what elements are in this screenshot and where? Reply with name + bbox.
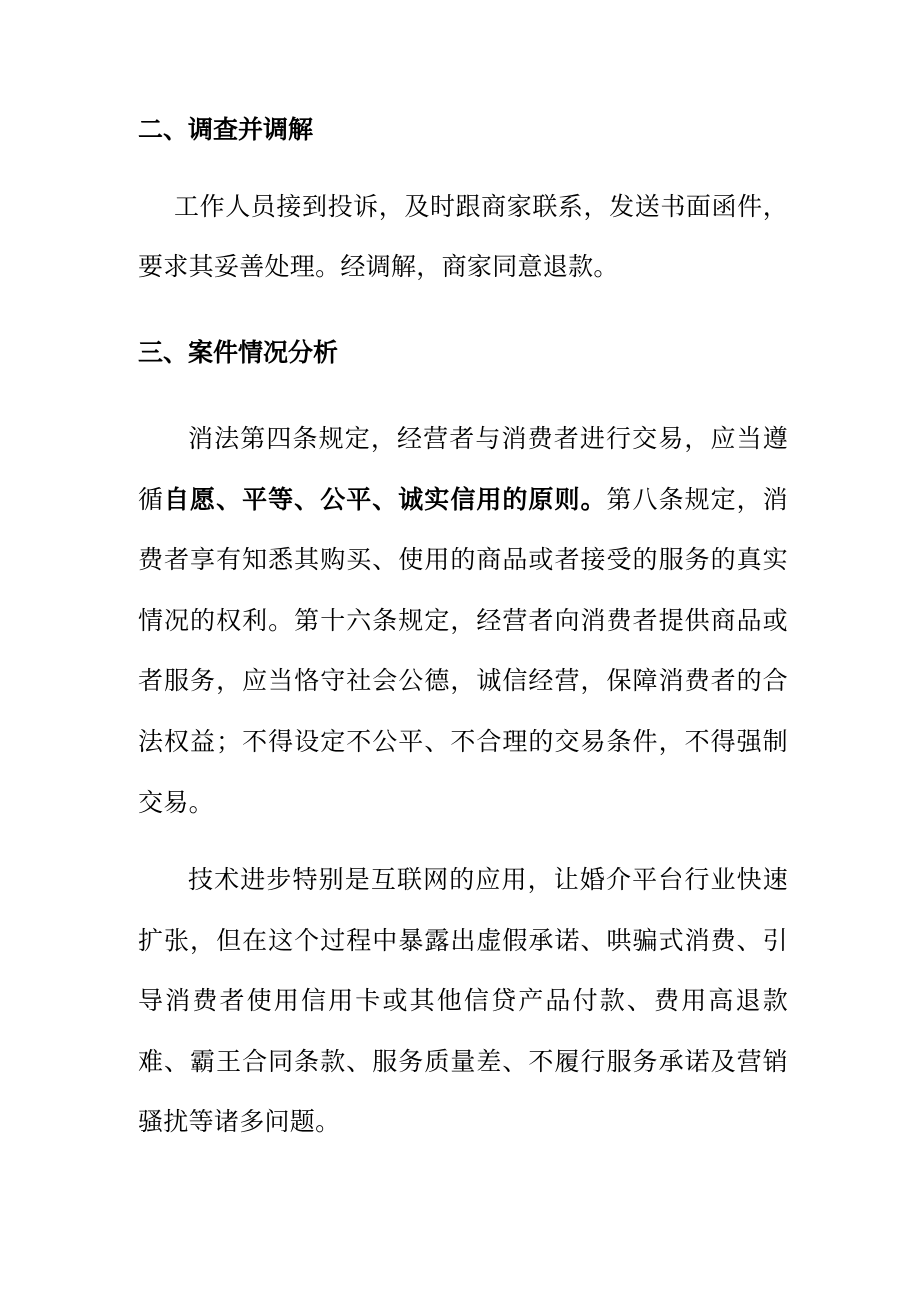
legal-principles-bold-text: 自愿、平等、公平、诚实信用的原则。	[164, 484, 607, 514]
legal-provisions-text-part2: 第八条规定，消费者享有知悉其购买、使用的商品或者接受的服务的真实情况的权利。第十六条规定，经营者向消费者提供商品或者服务，应当恪守社会公德，诚信经营，保障消费者的合法权益；不得设定不公平、不合理的交易条件，不得强制交易。	[138, 484, 788, 817]
legal-provisions-text-part1: 消法第四条规定，经营者与消费者进行交易，应当遵循	[138, 424, 788, 514]
industry-problems-paragraph: 技术进步特别是互联网的应用，让婚介平台行业快速扩张，但在这个过程中暴露出虚假承诺、哄骗式消费、引导消费者使用信用卡或其他信贷产品付款、费用高退款难、霸王合同条款、服务质量差、不履行服务承诺及营销骚扰等诸多问题。	[138, 865, 788, 1137]
legal-provisions-paragraph	[138, 409, 788, 833]
section-heading-investigation-mediation: 二、调查并调解	[138, 115, 314, 144]
section-heading-case-analysis: 三、案件情况分析	[138, 338, 339, 367]
investigation-paragraph: 工作人员接到投诉，及时跟商家联系，发送书面函件，要求其妥善处理。经调解，商家同意退款。	[138, 192, 788, 281]
